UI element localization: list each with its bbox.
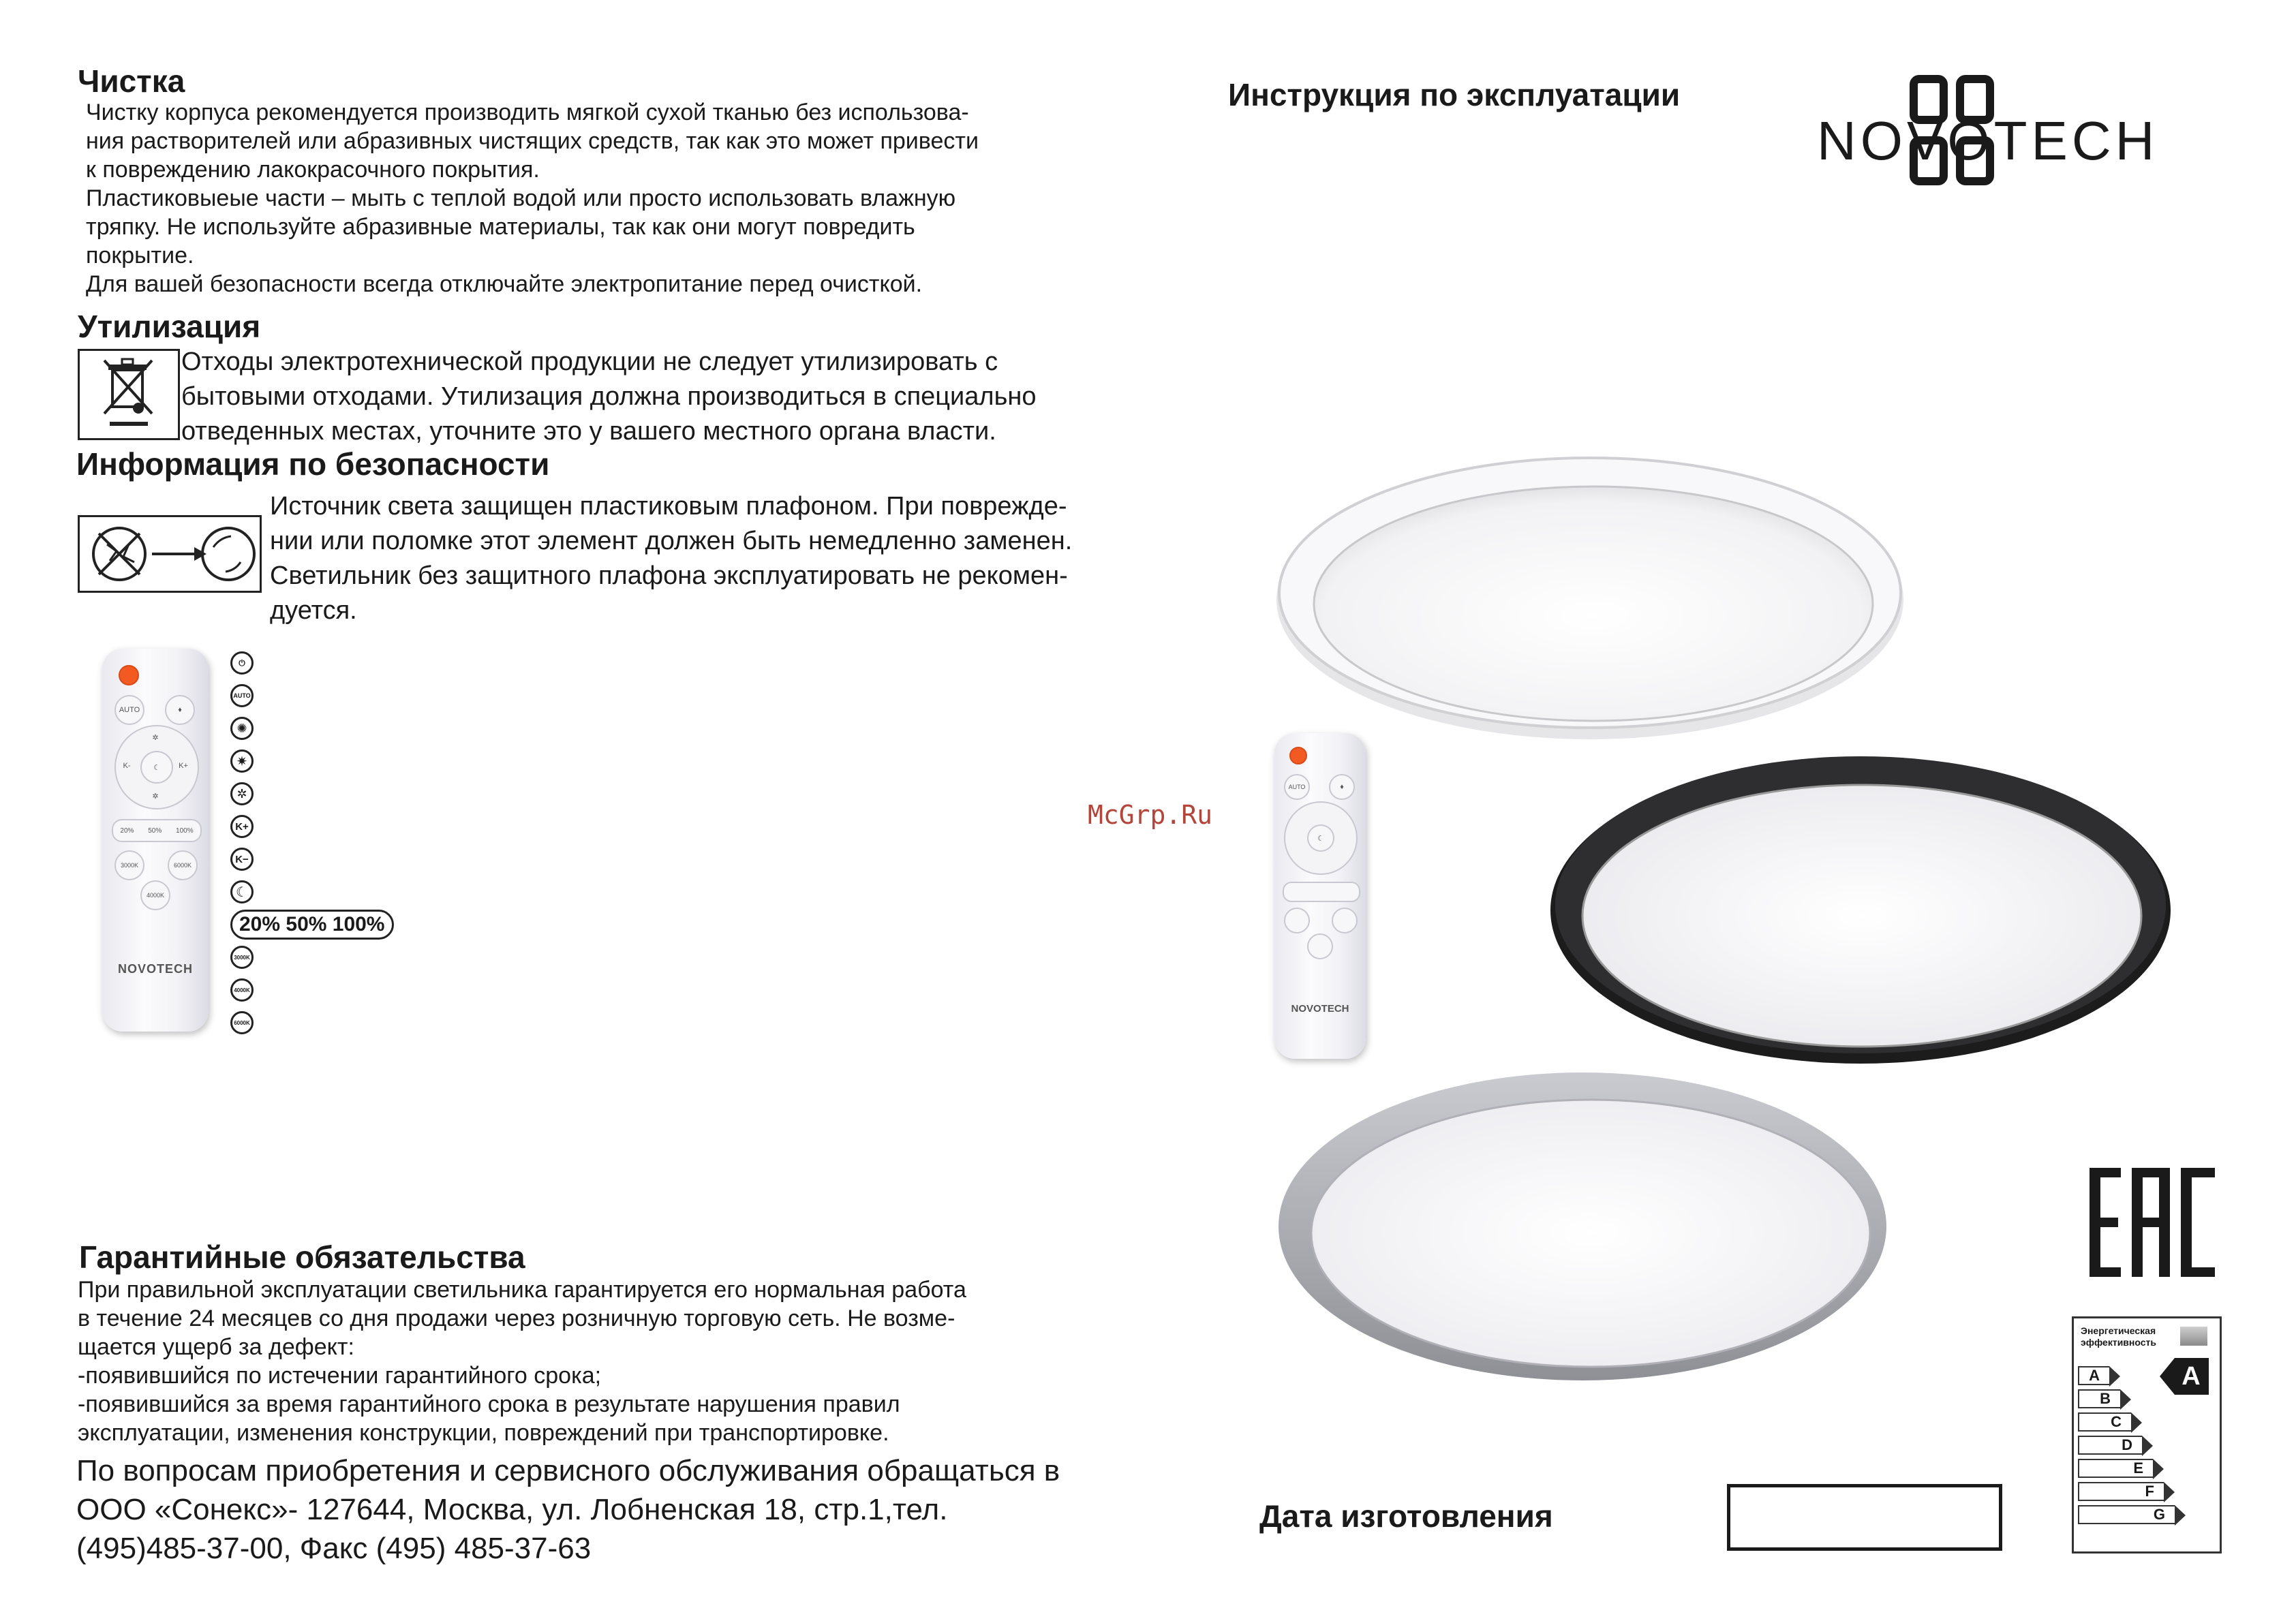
remote-brightness-down-icon: ✲: [152, 792, 159, 801]
cleaning-title: Чистка: [78, 63, 185, 99]
weee-bin-icon: [78, 349, 180, 440]
energy-class-a: A: [2078, 1366, 2109, 1385]
brightness-up-icon: ✷: [230, 749, 254, 773]
remote-control-image-right: [1274, 733, 1366, 1059]
energy-rating-value: A: [2182, 1362, 2201, 1391]
remote-p100: 100%: [176, 826, 194, 835]
energy-label-title: Энергетическая эффективность: [2081, 1325, 2156, 1348]
energy-class-g: G: [2078, 1505, 2175, 1524]
remote-p50: 50%: [148, 826, 162, 835]
remote-6000k-button: 6000K: [168, 850, 198, 880]
remote-3000k-button: 3000K: [114, 850, 144, 880]
eac-certification-mark: [2090, 1168, 2215, 1277]
remote-k-minus-label: K-: [123, 762, 131, 770]
energy-class-b: B: [2078, 1389, 2120, 1408]
remote-power-button-icon: [119, 665, 139, 685]
lamp-white-image: [1273, 442, 1907, 745]
remote-right-percent-bar: [1283, 882, 1360, 902]
k-minus-icon: K−: [230, 848, 254, 871]
remote-k-plus-label: K+: [179, 762, 188, 770]
brightness-levels-label: 20% 50% 100%: [230, 910, 394, 940]
remote-p20: 20%: [120, 826, 134, 835]
remote-right-4000k-button: [1307, 933, 1333, 959]
bulb-icon: ✺: [230, 717, 254, 740]
remote-right-auto-button: AUTO: [1284, 774, 1310, 800]
k3000-icon: 3000K: [230, 946, 254, 969]
energy-swatch: [2180, 1327, 2207, 1346]
disposal-text: Отходы электротехнической продукции не следует утилизировать с бытовыми отходами. Утилизация должна производиться в специально отведенных местах, уточните это у вашего местного органа власти.: [181, 347, 1037, 446]
manufacture-date-field[interactable]: [1727, 1484, 2002, 1551]
lamp-black-image: [1547, 747, 2174, 1070]
k4000-icon: 4000K: [230, 978, 254, 1002]
lamp-silver-image: [1276, 1063, 1889, 1387]
safety-text: Источник света защищен пластиковым плафоном. При поврежде- нии или поломке этот элемент должен быть немедленно заменен. Светильник без защитного плафона эксплуатировать не рекомен- дуется.: [270, 492, 1073, 625]
remote-night-icon: ☾: [140, 751, 173, 784]
remote-right-6000k-button: [1332, 908, 1358, 933]
energy-label: [2072, 1316, 2222, 1554]
remote-bulb-icon: ♦: [165, 695, 195, 725]
watermark: McGrp.Ru: [1088, 800, 1213, 830]
remote-right-bulb-icon: ♦: [1329, 774, 1355, 800]
warranty-title: Гарантийные обязательства: [79, 1239, 525, 1275]
warranty-text: При правильной эксплуатации светильника гарантируется его нормальная работа в течение 24 месяцев со дня продажи через розничную торговую сеть. Не возме- щается ущерб за дефект: -появившийся по истечении гарантийного срока; -появившийся за время гарантийного срока в результате нарушения правил эксплуатации, изменения конструкции, повреждений при транспортировке.: [78, 1277, 966, 1446]
manufacture-date-label: Дата изготовления: [1259, 1498, 1553, 1534]
manual-title: Инструкция по эксплуатации: [1228, 77, 1681, 112]
k-plus-icon: K+: [230, 815, 254, 838]
remote-brightness-up-icon: ✲: [152, 733, 159, 742]
disposal-title: Утилизация: [78, 309, 261, 344]
novotech-logo: [1817, 72, 2226, 195]
power-icon: ⏻: [230, 651, 254, 675]
brightness-down-icon: ✲: [230, 782, 254, 805]
broken-shade-replace-icon: [78, 515, 262, 593]
k6000-icon: 6000K: [230, 1011, 254, 1034]
energy-rating-badge: [2160, 1358, 2209, 1395]
cleaning-text: Чистку корпуса рекомендуется производить мягкой сухой тканью без использова- ния растворителей или абразивных чистящих средств, так как это может привести к повреждению лакокрасочного покрытия. Пластиковыеые части – мыть с теплой водой или просто использовать влажную тряпку. Не используйте абразивные материалы, так как они могут повредить покрытие. Для вашей безопасности всегда отключайте электропитание перед очисткой.: [86, 99, 979, 297]
energy-class-c: C: [2078, 1412, 2131, 1432]
remote-4000k-button: 4000K: [140, 880, 170, 910]
remote-right-3000k-button: [1284, 908, 1310, 933]
remote-right-night-icon: ☾: [1307, 824, 1334, 852]
remote-right-power-icon: [1289, 747, 1307, 764]
remote-control-image: [102, 649, 209, 1032]
energy-class-f: F: [2078, 1482, 2164, 1501]
auto-icon: AUTO: [230, 684, 254, 707]
remote-brand-label: NOVOTECH: [117, 962, 193, 976]
remote-right-brand-label: NOVOTECH: [1291, 1003, 1349, 1015]
safety-title: Информация по безопасности: [76, 446, 550, 482]
logo-brand-text: NOVOTECH: [1817, 110, 2159, 171]
remote-percent-bar: [112, 819, 202, 842]
energy-class-e: E: [2078, 1459, 2153, 1478]
contact-info: По вопросам приобретения и сервисного обслуживания обращаться в ООО «Сонекс»- 127644, Москва, ул. Лобненская 18, стр.1,тел. (495)485-37-00, Факс (495) 485-37-63: [76, 1454, 1060, 1565]
remote-auto-button: AUTO: [114, 695, 144, 725]
night-mode-icon: ☾: [230, 880, 254, 903]
energy-class-d: D: [2078, 1436, 2142, 1455]
remote-legend: [230, 649, 394, 1041]
